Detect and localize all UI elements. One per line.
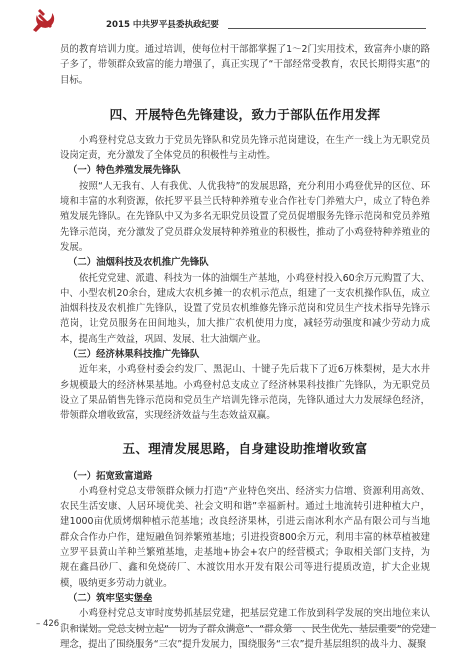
section-5-title: 五、理清发展思路，自身建设助推增收致富 — [122, 440, 368, 456]
section-4-sub2-text: 依托党党建、派遣、科技为一体的油烟生产基地，小鸡登村投入60余万元购置了大、中、小型农机20余台，建成大农机乡摊一的农机示范点，组建了一支农机操作队伍，成立油烟科技及农机推广先锋队，设置了党员农机维修先锋示范岗和党员生产技术指导先锋示范岗，让党员服务在田间地头，加大推广农机使用力度，减轻劳动强度和减少劳动力成本，提高生产效益，巩固、发展、壮大油烟产业。 — [60, 272, 430, 345]
intro-paragraph: 员的教育培训力度。通过培训，使每位村干部都掌握了1～2门实用技术，致富奔小康的路子多了，带领群众致富的能力增强了，真正实现了“干部经常受教育，农民长期得实惠”的目标。 — [60, 44, 430, 86]
section-4-title: 四、开展特色先锋建设，致力于部队伍作用发挥 — [109, 106, 381, 122]
document-body — [60, 42, 430, 652]
header-title: 2015 中共罗平县委执政纪要 — [106, 20, 219, 30]
section-4-sub2-heading: （二）油烟科技及农机推广先锋队 — [68, 257, 209, 269]
footer-rule — [70, 627, 436, 628]
section-4-sub3-heading: （三）经济林果科技推广先锋队 — [68, 349, 200, 361]
page-number: – 426 – — [36, 619, 67, 629]
section-4-intro: 小鸡登村党总支致力于党员先锋队和党员先锋示范岗建设，在生产一线上为无职党员设岗定责，充分激发了全体党员的积极性与主动性。 — [60, 134, 430, 162]
section-4-sub3-text: 近年来，小鸡登村委会约发厂、黑泥山、十键子先后栽下了近6万株梨树，是大水井乡规模最大的经济林果基地。小鸡登村总支成立了经济林果科技推广先锋队，为无职党员设立了果品销售先锋示范岗和党员生产培训先锋示范岗，先锋队通过大力发展绿色经济，带领群众增收致富，实现经济效益与生态效益双赢。 — [60, 364, 430, 422]
section-5-sub1-heading: （一）拓宽致富道路 — [68, 470, 153, 482]
section-5-sub2-text: 小鸡登村党总支审时度势抓基层党建，把基层党建工作放到科学发展的突出地位来认识和谋划。党总支树立起“一切为了群众满意”、“群众第一、民生优先、基层重要”的党建理念，提出了围绕服务“三农”提升发展力，围绕服务“三农”提升基层组织的战斗力、凝聚 — [60, 608, 430, 650]
section-5-sub1-text: 小鸡登村党总支带领群众倾力打造“产业特色突出、经济实力信增、资源利用高效、农民生活安康、人居环境优美、社会文明和谐”幸福新村。通过土地流转引进种植大户，建1000亩优质烤烟种植示范基地；改良经济果林，引进云南冰利水产品有限公司与当地群众合作办户作，建短融鱼饲养繁殖基地；引进投资800余万元，利用丰富的林草植被建立罗平县黄山羊种兰繁殖基地，走基地+协会+农户的经营模式；争取相关部门支持，为规在鑫昌砂厂、鑫和免烧砖厂、木渡饮用水开发有限公司等进行提质改造，扩大企业规模，吸纳更多劳动力就业。 — [60, 485, 430, 589]
page-header — [0, 0, 471, 36]
header-rule — [228, 28, 426, 29]
section-5-sub2-heading: （二）筑牢坚实堡垒 — [68, 592, 153, 604]
party-emblem-icon — [30, 6, 60, 32]
page-footer — [36, 619, 436, 635]
section-4-sub1-text: 按照“人无我有、人有我优、人优我特”的发展思路，充分利用小鸡登优异的区位、环境和丰富的水利资源，依托罗平县兰氏特种养殖专业合作社专门养殖大户，成立了特色养殖发展先锋队。在先锋队中又为多名无职党员设置了党员促增服务先锋示范岗和党员养殖先锋示范岗，充分激发了党员群众发展特种养殖业的积极性，推动了小鸡登特种养殖业的发展。 — [60, 180, 430, 253]
section-4-sub1-heading: （一）特色养殖发展先锋队 — [68, 165, 181, 177]
